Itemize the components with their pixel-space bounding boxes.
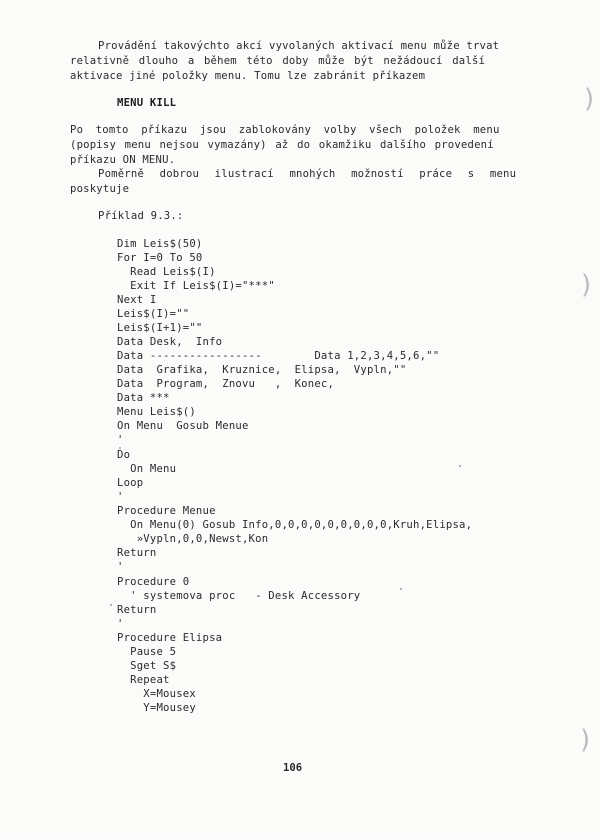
page-number: 106	[283, 762, 303, 774]
paragraph2-line-3: příkazu ON MENU.	[70, 154, 176, 166]
binding-mark: )	[581, 270, 592, 300]
code-line: Do	[117, 449, 131, 461]
code-line: Y=Mousey	[117, 702, 196, 714]
paragraph1-line-1: Provádění takovýchto akcí vyvolaných aktivací menu může trvat	[98, 40, 500, 52]
code-line: Procedure Menue	[117, 505, 216, 517]
code-line: Leis$(I+1)=""	[117, 322, 203, 334]
code-line: Loop	[117, 477, 144, 489]
paragraph2-line-1: Po tomto příkazu jsou zablokovány volby všech položek menu	[70, 124, 500, 136]
code-line: X=Mousex	[117, 688, 196, 700]
command-heading: MENU KILL	[117, 97, 177, 109]
code-line: Menu Leis$()	[117, 406, 196, 418]
code-line: Pause 5	[117, 646, 177, 658]
paragraph3-line-2: poskytuje	[70, 183, 130, 195]
paragraph1-line-3: aktivace jiné položky menu. Tomu lze zabránit příkazem	[70, 70, 426, 82]
code-line: Data Desk, Info	[117, 336, 223, 348]
code-line: On Menu(0) Gosub Info,0,0,0,0,0,0,0,0,0,Kruh,Elipsa,	[117, 519, 473, 531]
code-line: ' systemova proc - Desk Accessory	[117, 590, 361, 602]
scan-speck	[119, 447, 121, 449]
binding-mark: )	[584, 84, 595, 114]
code-line: Return	[117, 604, 157, 616]
scan-speck	[110, 604, 112, 606]
code-line: For I=0 To 50	[117, 252, 203, 264]
code-line: Procedure 0	[117, 576, 190, 588]
code-line: Read Leis$(I)	[117, 266, 216, 278]
code-line: Exit If Leis$(I)="***"	[117, 280, 275, 292]
code-line: Data Program, Znovu , Konec,	[117, 378, 335, 390]
code-line: '	[117, 561, 124, 573]
code-line: Dim Leis$(50)	[117, 238, 203, 250]
code-line: Data ***	[117, 392, 170, 404]
code-line: Next I	[117, 294, 157, 306]
code-line: Data ----------------- Data 1,2,3,4,5,6,""	[117, 350, 440, 362]
example-label: Příklad 9.3.:	[98, 210, 184, 222]
paragraph1-line-2: relativně dlouho a během této doby může být nežádoucí další	[70, 55, 486, 67]
code-line: Procedure Elipsa	[117, 632, 223, 644]
code-line: '	[117, 618, 124, 630]
binding-mark: )	[580, 725, 591, 755]
code-line: Repeat	[117, 674, 170, 686]
code-line: '	[117, 434, 124, 446]
code-line: On Menu Gosub Menue	[117, 420, 249, 432]
scan-speck	[400, 588, 402, 590]
code-line: Data Grafika, Kruznice, Elipsa, Vypln,""	[117, 364, 407, 376]
code-line: Return	[117, 547, 157, 559]
code-line: Leis$(I)=""	[117, 308, 190, 320]
paragraph3-line-1: Poměrně dobrou ilustrací mnohých možností práce s menu	[98, 168, 517, 180]
code-line: '	[117, 491, 124, 503]
paragraph2-line-2: (popisy menu nejsou vymazány) až do okamžiku dalšího provedení	[70, 139, 494, 151]
code-line: Sget S$	[117, 660, 177, 672]
code-line: On Menu	[117, 463, 177, 475]
scan-speck	[459, 465, 461, 467]
code-line: »Vypln,0,0,Newst,Kon	[117, 533, 269, 545]
